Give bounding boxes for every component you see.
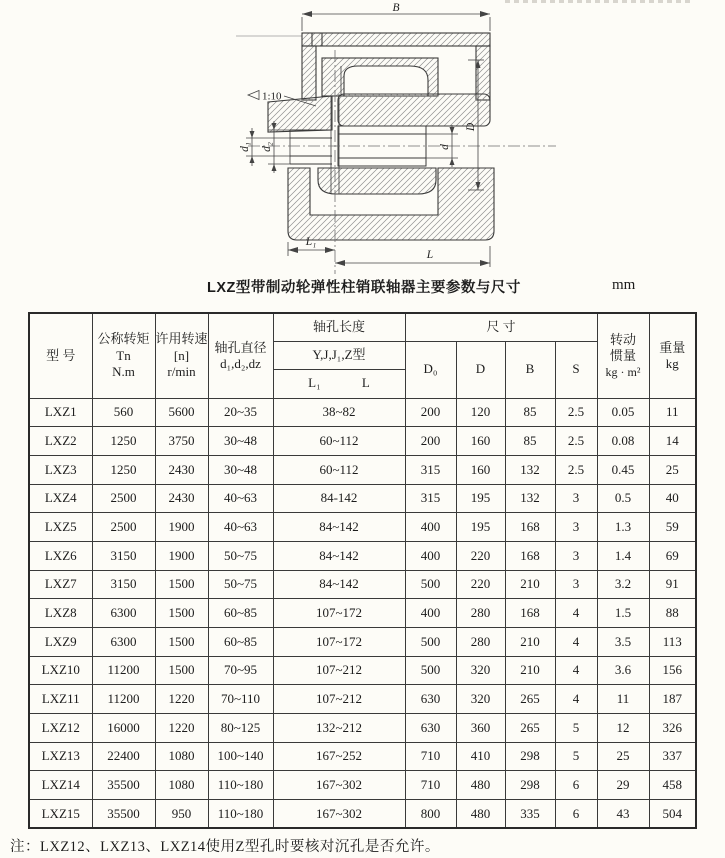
- cell-value: 168: [505, 541, 555, 570]
- header-l1: L₁: [308, 375, 321, 391]
- cell-value: 1500: [155, 570, 208, 599]
- cell-value: 3: [555, 541, 597, 570]
- header-inertia-line3: kg · m²: [605, 364, 641, 379]
- cell-value: 195: [456, 484, 505, 513]
- cell-value: 60~112: [273, 455, 405, 484]
- cell-value: 69: [649, 541, 696, 570]
- page-title: LXZ型带制动轮弹性柱销联轴器主要参数与尺寸: [207, 280, 521, 296]
- cell-value: 29: [597, 771, 649, 800]
- cell-value: 70~95: [208, 656, 273, 685]
- cell-value: 3150: [92, 570, 155, 599]
- cell-value: 11200: [92, 685, 155, 714]
- unit-label: mm: [612, 277, 636, 293]
- cell-value: 1500: [155, 656, 208, 685]
- cell-value: 1500: [155, 628, 208, 657]
- cell-value: 1220: [155, 714, 208, 743]
- cell-value: 200: [405, 427, 456, 456]
- cell-value: 2430: [155, 455, 208, 484]
- cell-value: 5600: [155, 398, 208, 427]
- cell-value: 100~140: [208, 742, 273, 771]
- header-l1-l: [273, 369, 405, 398]
- cell-value: 1900: [155, 541, 208, 570]
- cell-value: 315: [405, 484, 456, 513]
- cell-value: 337: [649, 742, 696, 771]
- cell-value: 298: [505, 771, 555, 800]
- cell-value: 458: [649, 771, 696, 800]
- cell-value: 110~180: [208, 800, 273, 829]
- dimension-l: [335, 246, 490, 267]
- cell-value: 2500: [92, 484, 155, 513]
- table-row: [29, 599, 696, 628]
- cell-model: LXZ1: [29, 398, 92, 427]
- cell-value: 1.5: [597, 599, 649, 628]
- table-row: [29, 800, 696, 829]
- cell-value: 168: [505, 513, 555, 542]
- header-speed-line2: [n]: [173, 347, 190, 363]
- cell-model: LXZ3: [29, 455, 92, 484]
- cell-value: 6300: [92, 628, 155, 657]
- cell-model: LXZ13: [29, 742, 92, 771]
- cell-value: 3: [555, 484, 597, 513]
- cell-value: 1080: [155, 742, 208, 771]
- cell-value: 2500: [92, 513, 155, 542]
- cell-value: 298: [505, 742, 555, 771]
- cell-value: 91: [649, 570, 696, 599]
- cell-value: 107~172: [273, 599, 405, 628]
- cell-value: 85: [505, 398, 555, 427]
- cell-value: 40~63: [208, 484, 273, 513]
- table-row: [29, 742, 696, 771]
- cell-value: 3150: [92, 541, 155, 570]
- cell-value: 120: [456, 398, 505, 427]
- cell-value: 3.2: [597, 570, 649, 599]
- header-b-col: B: [505, 341, 555, 398]
- cell-value: 84~142: [273, 570, 405, 599]
- coupling-section-drawing: [0, 0, 725, 275]
- cell-value: 156: [649, 656, 696, 685]
- cell-value: 280: [456, 599, 505, 628]
- cell-value: 20~35: [208, 398, 273, 427]
- cell-model: LXZ11: [29, 685, 92, 714]
- cell-value: 210: [505, 656, 555, 685]
- cell-value: 50~75: [208, 541, 273, 570]
- cell-value: 210: [505, 570, 555, 599]
- cell-value: 88: [649, 599, 696, 628]
- cell-value: 480: [456, 800, 505, 829]
- cell-value: 0.45: [597, 455, 649, 484]
- cell-model: LXZ9: [29, 628, 92, 657]
- cell-value: 400: [405, 541, 456, 570]
- hub-and-pin: [322, 58, 438, 96]
- cell-value: 50~75: [208, 570, 273, 599]
- cell-model: LXZ10: [29, 656, 92, 685]
- cell-value: 84-142: [273, 484, 405, 513]
- cell-value: 11: [649, 398, 696, 427]
- cell-value: 60~85: [208, 599, 273, 628]
- cell-value: 0.08: [597, 427, 649, 456]
- cell-value: 132: [505, 455, 555, 484]
- cell-value: 11: [597, 685, 649, 714]
- cell-value: 950: [155, 800, 208, 829]
- header-bore-line2: d₁,d₂,dz: [220, 355, 261, 371]
- cell-value: 400: [405, 513, 456, 542]
- cell-model: LXZ8: [29, 599, 92, 628]
- cell-value: 4: [555, 685, 597, 714]
- cell-value: 2.5: [555, 455, 597, 484]
- header-d-col: D: [456, 341, 505, 398]
- cell-value: 84~142: [273, 541, 405, 570]
- header-weight-line1: 重量: [659, 339, 686, 355]
- cell-value: 14: [649, 427, 696, 456]
- cell-value: 504: [649, 800, 696, 829]
- cell-value: 410: [456, 742, 505, 771]
- table-row: [29, 685, 696, 714]
- cell-value: 3.6: [597, 656, 649, 685]
- dim-label-b: B: [392, 2, 400, 14]
- cell-value: 40~63: [208, 513, 273, 542]
- cell-value: 35500: [92, 800, 155, 829]
- cell-value: 16000: [92, 714, 155, 743]
- cell-value: 1900: [155, 513, 208, 542]
- dim-label-d2: d₂: [261, 142, 273, 152]
- cell-value: 107~212: [273, 656, 405, 685]
- cell-value: 38~82: [273, 398, 405, 427]
- header-bore-length: 轴孔长度: [273, 313, 405, 341]
- cell-value: 107~172: [273, 628, 405, 657]
- cell-value: 5: [555, 742, 597, 771]
- cell-value: 800: [405, 800, 456, 829]
- cell-value: 2430: [155, 484, 208, 513]
- title-row: [0, 276, 725, 296]
- header-model: 型 号: [29, 313, 92, 398]
- table-row: [29, 484, 696, 513]
- cell-value: 335: [505, 800, 555, 829]
- header-dimensions: 尺 寸: [405, 313, 597, 341]
- cell-value: 60~85: [208, 628, 273, 657]
- cell-value: 500: [405, 570, 456, 599]
- header-bore-line1: 轴孔直径: [214, 339, 267, 355]
- table-row: [29, 656, 696, 685]
- dim-label-l: L: [426, 249, 434, 261]
- cell-value: 113: [649, 628, 696, 657]
- cell-value: 25: [597, 742, 649, 771]
- cell-model: LXZ2: [29, 427, 92, 456]
- cell-value: 1220: [155, 685, 208, 714]
- cell-value: 84~142: [273, 513, 405, 542]
- cell-value: 132: [505, 484, 555, 513]
- footnote: 注：LXZ12、LXZ13、LXZ14使用Z型孔时要核对沉孔是否允许。: [10, 839, 440, 855]
- cell-model: LXZ15: [29, 800, 92, 829]
- cell-value: 4: [555, 599, 597, 628]
- header-torque-line2: N.m: [112, 363, 135, 379]
- cell-value: 1080: [155, 771, 208, 800]
- cell-value: 59: [649, 513, 696, 542]
- cell-value: 210: [505, 628, 555, 657]
- cell-value: 195: [456, 513, 505, 542]
- cell-value: 480: [456, 771, 505, 800]
- cell-value: 187: [649, 685, 696, 714]
- cell-model: LXZ6: [29, 541, 92, 570]
- cell-value: 4: [555, 628, 597, 657]
- table-body: [29, 398, 696, 828]
- cell-value: 5: [555, 714, 597, 743]
- cell-value: 85: [505, 427, 555, 456]
- cell-value: 22400: [92, 742, 155, 771]
- cell-value: 0.5: [597, 484, 649, 513]
- cell-value: 43: [597, 800, 649, 829]
- cell-model: LXZ7: [29, 570, 92, 599]
- cell-value: 220: [456, 570, 505, 599]
- header-l: L: [361, 375, 370, 391]
- header-inertia-line1: 转动: [610, 332, 637, 347]
- cell-value: 1.3: [597, 513, 649, 542]
- cell-value: 265: [505, 685, 555, 714]
- cell-value: 6: [555, 771, 597, 800]
- cell-value: 400: [405, 599, 456, 628]
- table-row: [29, 570, 696, 599]
- cell-value: 265: [505, 714, 555, 743]
- header-weight: [649, 313, 696, 398]
- cell-value: 167~252: [273, 742, 405, 771]
- cell-value: 710: [405, 742, 456, 771]
- cell-value: 360: [456, 714, 505, 743]
- cell-value: 132~212: [273, 714, 405, 743]
- cell-value: 3: [555, 513, 597, 542]
- table-row: [29, 455, 696, 484]
- cell-value: 30~48: [208, 427, 273, 456]
- cell-value: 6300: [92, 599, 155, 628]
- header-bore-length-types: Y,J,J₁,Z型: [273, 341, 405, 369]
- table-row: [29, 628, 696, 657]
- cell-model: LXZ4: [29, 484, 92, 513]
- header-s-col: S: [555, 341, 597, 398]
- header-inertia: [597, 313, 649, 398]
- dim-label-D: D: [465, 122, 477, 132]
- taper-label: 1:10: [262, 90, 282, 103]
- cell-value: 167~302: [273, 771, 405, 800]
- cell-value: 40: [649, 484, 696, 513]
- header-bore-diameter: [208, 313, 273, 398]
- cell-value: 2.5: [555, 398, 597, 427]
- header-speed-line3: r/min: [167, 363, 196, 379]
- header-inertia-line2: 惯量: [610, 348, 637, 364]
- table-row: [29, 714, 696, 743]
- table-row: [29, 398, 696, 427]
- cell-value: 25: [649, 455, 696, 484]
- cell-value: 30~48: [208, 455, 273, 484]
- cell-value: 1250: [92, 427, 155, 456]
- dim-label-l1: L₁: [305, 236, 317, 248]
- cell-value: 60~112: [273, 427, 405, 456]
- cell-value: 1500: [155, 599, 208, 628]
- cell-value: 12: [597, 714, 649, 743]
- header-torque-line1: 公称转矩Tn: [97, 331, 150, 363]
- table-row: [29, 427, 696, 456]
- cell-value: 1250: [92, 455, 155, 484]
- dim-label-d: d: [439, 144, 451, 150]
- cell-value: 11200: [92, 656, 155, 685]
- cell-value: 710: [405, 771, 456, 800]
- cell-value: 107~212: [273, 685, 405, 714]
- cell-value: 2.5: [555, 427, 597, 456]
- lower-bracket: [288, 168, 494, 240]
- table-row: [29, 513, 696, 542]
- cell-value: 320: [456, 685, 505, 714]
- cell-value: 3750: [155, 427, 208, 456]
- cell-value: 500: [405, 628, 456, 657]
- cell-value: 500: [405, 656, 456, 685]
- cell-model: LXZ5: [29, 513, 92, 542]
- cell-model: LXZ14: [29, 771, 92, 800]
- cell-value: 630: [405, 714, 456, 743]
- cell-value: 315: [405, 455, 456, 484]
- cell-value: 3: [555, 570, 597, 599]
- cell-value: 160: [456, 455, 505, 484]
- cell-value: 3.5: [597, 628, 649, 657]
- cell-value: 110~180: [208, 771, 273, 800]
- parameters-table: [28, 312, 697, 829]
- cell-value: 630: [405, 685, 456, 714]
- header-torque: [92, 313, 155, 398]
- cell-value: 160: [456, 427, 505, 456]
- cell-value: 35500: [92, 771, 155, 800]
- table-row: [29, 771, 696, 800]
- cell-value: 168: [505, 599, 555, 628]
- header-weight-line2: kg: [665, 355, 679, 371]
- cell-value: 326: [649, 714, 696, 743]
- dim-label-d1: d₁: [239, 142, 251, 152]
- cell-value: 220: [456, 541, 505, 570]
- cell-value: 167~302: [273, 800, 405, 829]
- cell-value: 0.05: [597, 398, 649, 427]
- header-d0: D₀: [405, 341, 456, 398]
- cell-value: 6: [555, 800, 597, 829]
- cell-model: LXZ12: [29, 714, 92, 743]
- cell-value: 4: [555, 656, 597, 685]
- table-row: [29, 541, 696, 570]
- cell-value: 1.4: [597, 541, 649, 570]
- cell-value: 80~125: [208, 714, 273, 743]
- header-speed: [155, 313, 208, 398]
- cell-value: 70~110: [208, 685, 273, 714]
- header-speed-line1: 许用转速: [155, 331, 208, 347]
- cell-value: 200: [405, 398, 456, 427]
- dimension-b: [302, 2, 490, 31]
- cell-value: 320: [456, 656, 505, 685]
- cell-value: 280: [456, 628, 505, 657]
- cell-value: 560: [92, 398, 155, 427]
